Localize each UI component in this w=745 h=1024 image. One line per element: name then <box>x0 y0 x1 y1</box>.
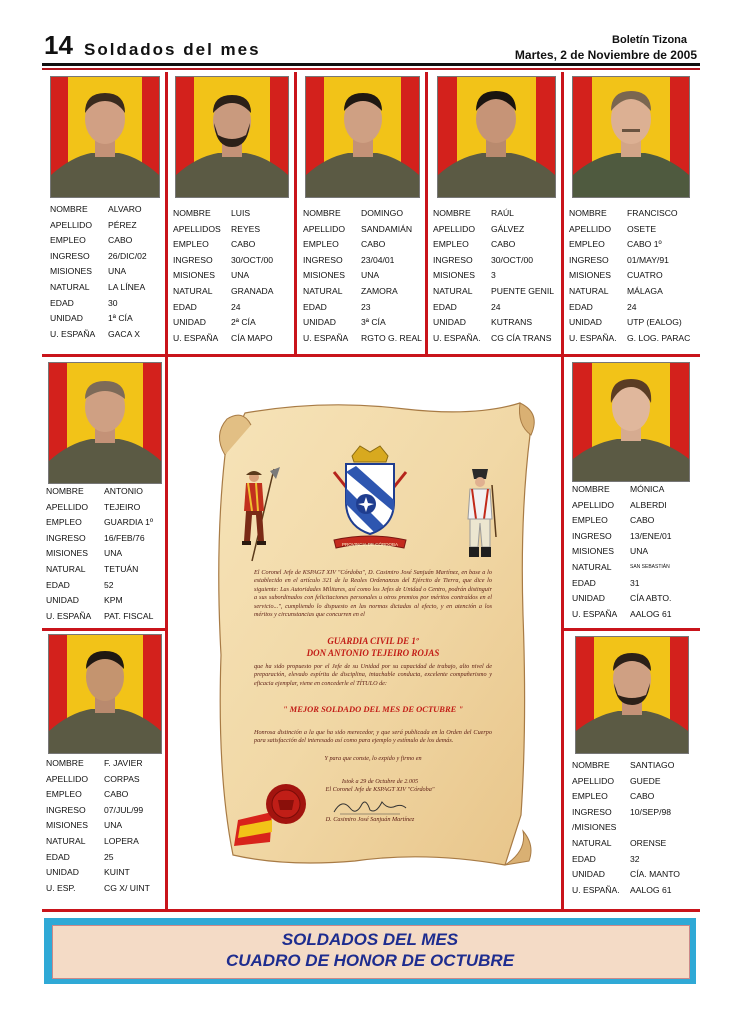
certificate-signer-title: El Coronel Jefe de KSPAGT XIV "Córdoba" <box>325 786 435 793</box>
certificate-paragraph: Honrosa distinción a la que ha sido merecedor, y que será publicada en la Orden del Cuerpo para satisfacción del interesado así como para ejemplo y estímulo de los demás. <box>254 729 492 745</box>
field-label: U. ESP. <box>46 882 76 893</box>
field-value: REYES <box>231 223 261 234</box>
field-value: PAT. FISCAL <box>104 610 154 621</box>
soldier-info <box>433 206 554 346</box>
field-value: 23/04/01 <box>361 254 395 265</box>
field-value: SAN SEBASTIÁN <box>630 563 670 570</box>
certificate-paragraph: Y para que conste, lo expido y firmo en <box>324 755 422 762</box>
field-value: CABO <box>108 235 133 246</box>
field-label: UNIDAD <box>433 317 466 328</box>
field-label: EMPLEO <box>173 239 209 250</box>
page-number: 14 <box>44 30 73 60</box>
soldier-info <box>46 756 150 896</box>
field-label: MISIONES <box>50 266 93 277</box>
column-divider <box>561 357 564 909</box>
field-label: INGRESO <box>50 250 90 261</box>
certificate-award-title: " MEJOR SOLDADO DEL MES DE OCTUBRE " <box>282 704 464 714</box>
field-label: INGRESO <box>46 804 86 815</box>
field-label: NATURAL <box>46 835 86 846</box>
field-value: CABO 1º <box>627 239 662 250</box>
field-value: G. LOG. PARAC <box>627 332 691 343</box>
field-value: 01/MAY/91 <box>627 254 669 265</box>
field-value: 25 <box>104 851 114 862</box>
publication-name: Boletín Tizona <box>612 34 687 46</box>
field-label: NATURAL <box>433 285 473 296</box>
field-label: EMPLEO <box>572 515 608 526</box>
field-label: INGRESO <box>572 806 612 817</box>
field-label: EDAD <box>50 297 74 308</box>
field-label: APELLIDO <box>46 773 89 784</box>
field-value: 31 <box>630 577 640 588</box>
field-value: ALBERDI <box>630 499 667 510</box>
certificate-honoree-name: DON ANTONIO TEJEIRO ROJAS <box>306 648 440 658</box>
field-value: UNA <box>104 820 123 831</box>
field-label: UNIDAD <box>46 867 79 878</box>
soldier-info <box>572 482 672 622</box>
field-value: ORENSE <box>630 837 667 848</box>
row-divider <box>562 628 700 631</box>
field-label: U. ESPAÑA. <box>433 332 481 343</box>
field-value: KUTRANS <box>491 317 533 328</box>
field-value: 24 <box>231 301 241 312</box>
field-label: NOMBRE <box>173 208 211 218</box>
column-divider <box>561 72 564 354</box>
field-value: 24 <box>627 301 637 312</box>
field-label: APELLIDO <box>572 499 615 510</box>
field-label: NOMBRE <box>572 484 610 494</box>
row-divider <box>42 909 700 912</box>
field-value: UNA <box>361 270 380 281</box>
field-value: GRANADA <box>231 285 274 296</box>
soldier-photo <box>48 362 162 484</box>
soldier-photo <box>48 634 162 754</box>
field-label: EDAD <box>303 301 327 312</box>
field-value: TETUÁN <box>104 563 139 574</box>
field-value: UNA <box>231 270 250 281</box>
field-label: INGRESO <box>46 532 86 543</box>
soldier-photo <box>175 76 289 198</box>
soldier-photo <box>575 636 689 754</box>
banner-title: SOLDADOS DEL MES <box>281 930 459 949</box>
field-value: 07/JUL/99 <box>104 804 144 815</box>
soldier-info <box>173 206 274 346</box>
field-value: CÍA. MANTO <box>630 869 680 880</box>
field-value: 30 <box>108 297 118 308</box>
field-label: UNIDAD <box>173 317 206 328</box>
field-value: LA LÍNEA <box>108 281 146 292</box>
field-value: ANTONIO <box>104 486 143 496</box>
field-label: APELLIDOS <box>173 223 221 234</box>
field-label: MISIONES <box>46 820 89 831</box>
field-value: PUENTE GENIL <box>491 285 555 296</box>
field-value: UNA <box>104 548 123 559</box>
section-title: Soldados del mes <box>84 40 261 59</box>
field-value: UTP (EALOG) <box>627 317 682 328</box>
field-value: SANTIAGO <box>630 760 675 770</box>
field-label: U. ESPAÑA. <box>569 332 617 343</box>
field-label: INGRESO <box>303 254 343 265</box>
field-label: EDAD <box>433 301 457 312</box>
field-label: EMPLEO <box>303 239 339 250</box>
field-value: 3 <box>491 270 496 281</box>
field-label: APELLIDO <box>572 775 615 786</box>
field-label: U. ESPAÑA <box>173 332 219 343</box>
field-value: 2ª CÍA <box>231 317 256 328</box>
field-value: GUEDE <box>630 775 661 786</box>
field-value: 26/DIC/02 <box>108 250 147 261</box>
field-label: MISIONES <box>173 270 216 281</box>
field-label: MISIONES <box>569 270 612 281</box>
soldier-info <box>572 758 680 898</box>
field-label: EDAD <box>572 577 596 588</box>
field-label: MISIONES <box>303 270 346 281</box>
field-label: NATURAL <box>173 285 213 296</box>
soldier-photo <box>305 76 420 198</box>
field-value: KUINT <box>104 867 130 878</box>
field-value: SANDAMIÁN <box>361 223 413 234</box>
field-label: APELLIDO <box>303 223 346 234</box>
field-value: UNA <box>630 546 649 557</box>
field-value: CABO <box>491 239 516 250</box>
field-value: 30/OCT/00 <box>491 254 534 265</box>
field-label: INGRESO <box>569 254 609 265</box>
field-value: CUATRO <box>627 270 663 281</box>
field-label: MISIONES <box>46 548 89 559</box>
header-rule <box>42 63 700 66</box>
field-value: TEJEIRO <box>104 501 141 512</box>
soldier-figure <box>458 467 503 563</box>
field-value: RAÚL <box>491 208 514 218</box>
field-value: 32 <box>630 853 640 864</box>
field-value: MÓNICA <box>630 484 665 494</box>
field-label: INGRESO <box>173 254 213 265</box>
field-label: NOMBRE <box>46 486 84 496</box>
field-value: LOPERA <box>104 835 139 846</box>
field-label: NOMBRE <box>569 208 607 218</box>
field-label: EMPLEO <box>46 789 82 800</box>
field-label: U. ESPAÑA <box>50 328 96 339</box>
soldier-photo <box>572 362 690 482</box>
field-value: GACA X <box>108 328 140 339</box>
header-rule-red <box>42 68 700 70</box>
soldier-photo <box>50 76 160 198</box>
crest-ribbon: PROVINCIA DE CÓRDOBA <box>341 542 399 547</box>
field-value: AALOG 61 <box>630 884 672 895</box>
field-label: INGRESO <box>433 254 473 265</box>
field-value: LUIS <box>231 208 251 218</box>
field-label: NATURAL <box>569 285 609 296</box>
soldier-info <box>569 206 690 346</box>
field-value: 13/ENE/01 <box>630 530 672 541</box>
field-value: ZAMORA <box>361 285 398 296</box>
field-label: NATURAL <box>303 285 343 296</box>
coat-of-arms <box>330 442 410 557</box>
field-label: APELLIDO <box>433 223 476 234</box>
field-value: GUARDIA 1º <box>104 517 153 528</box>
field-value: 16/FEB/76 <box>104 532 145 543</box>
field-value: 24 <box>491 301 501 312</box>
field-value: CABO <box>630 515 655 526</box>
field-value: 1ª CÍA <box>108 313 133 324</box>
field-value: AALOG 61 <box>630 608 672 619</box>
field-label: EMPLEO <box>46 517 82 528</box>
field-label: UNIDAD <box>50 313 83 324</box>
field-label: NATURAL <box>572 837 612 848</box>
field-value: CABO <box>104 789 129 800</box>
field-label: UNIDAD <box>303 317 336 328</box>
signature <box>330 796 410 818</box>
column-divider <box>294 72 297 354</box>
field-value: CÍA ABTO. <box>630 593 672 604</box>
field-value: UNA <box>108 266 127 277</box>
certificate-rank: GUARDIA CIVIL DE 1º <box>327 636 419 646</box>
field-label: U. ESPAÑA <box>572 608 618 619</box>
field-value: DOMINGO <box>361 208 404 218</box>
field-label: EMPLEO <box>50 235 86 246</box>
soldier-info <box>46 484 153 624</box>
field-label: NATURAL <box>46 563 86 574</box>
field-value: CÍA MAPO <box>231 332 273 343</box>
certificate-place-date: Istok a 29 de Octubre de 2.005 <box>341 778 419 785</box>
field-label: INGRESO <box>572 530 612 541</box>
field-value: 23 <box>361 301 371 312</box>
field-label: UNIDAD <box>46 595 79 606</box>
field-label: EMPLEO <box>433 239 469 250</box>
certificate-paragraph: que ha sido propuesto por el Jefe de su Unidad por su capacidad de trabajo, alto nivel de preparación, elevado espíritu de disciplina, intachable conducta, excelente compañerismo y eficacia ejemplar, viene en concederle el TÍTULO de: <box>254 663 492 687</box>
field-label: UNIDAD <box>569 317 602 328</box>
soldier-photo <box>572 76 690 198</box>
field-label: NATURAL <box>50 281 90 292</box>
banner-subtitle: CUADRO DE HONOR DE OCTUBRE <box>225 951 515 970</box>
field-label: NOMBRE <box>46 758 84 768</box>
row-divider <box>42 354 700 357</box>
field-label: EDAD <box>46 579 70 590</box>
field-value: OSETE <box>627 223 657 234</box>
field-label: EDAD <box>173 301 197 312</box>
field-label: UNIDAD <box>572 869 605 880</box>
wax-seal <box>232 780 312 850</box>
field-value: FRANCISCO <box>627 208 678 218</box>
field-value: CABO <box>630 791 655 802</box>
field-label: NOMBRE <box>50 204 88 214</box>
field-label: UNIDAD <box>572 593 605 604</box>
field-value: CABO <box>361 239 386 250</box>
field-label: APELLIDO <box>50 219 93 230</box>
field-label: NATURAL <box>572 561 612 572</box>
field-value: MÁLAGA <box>627 285 663 296</box>
field-value: RGTO G. REAL <box>361 332 422 343</box>
field-label: NOMBRE <box>433 208 471 218</box>
field-label: APELLIDO <box>46 501 89 512</box>
soldier-photo <box>437 76 556 198</box>
column-divider <box>425 72 428 354</box>
field-value: F. JAVIER <box>104 758 143 768</box>
field-label: APELLIDO <box>569 223 612 234</box>
issue-date: Martes, 2 de Noviembre de 2005 <box>514 48 697 62</box>
field-label: EDAD <box>46 851 70 862</box>
field-value: CG CÍA TRANS <box>491 332 552 343</box>
field-label: EDAD <box>572 853 596 864</box>
certificate-signer-name: D. Casimiro José Sanjuán Martínez <box>325 816 415 823</box>
field-label: EMPLEO <box>572 791 608 802</box>
field-label: EDAD <box>569 301 593 312</box>
soldier-info <box>303 206 422 346</box>
field-label: NOMBRE <box>303 208 341 218</box>
field-value: CABO <box>231 239 256 250</box>
field-label: MISIONES <box>572 546 615 557</box>
field-value: GÁLVEZ <box>491 223 525 234</box>
field-label: EMPLEO <box>569 239 605 250</box>
field-value: CORPAS <box>104 773 140 784</box>
halberdier-figure <box>230 465 282 565</box>
field-value: 3ª CÍA <box>361 317 386 328</box>
field-value: 52 <box>104 579 114 590</box>
field-label: U. ESPAÑA <box>46 610 92 621</box>
column-divider <box>165 72 168 354</box>
row-divider <box>42 628 166 631</box>
field-label: /MISIONES <box>572 822 617 833</box>
soldier-info <box>50 202 147 342</box>
certificate-paragraph: El Coronel Jefe de KSPAGT XIV "Córdoba", D. Casimiro José Sanjuán Martínez, en base a lo establecido en el artículo 321 de la Reales Ordenanzas del Ejército de Tierra, que dice lo siguiente: Las Autoridades Militares, así como los Jefes de Unidad o Centro, podrán distinguir a sus subordinados con felicitaciones personales u otros premios por méritos contraídos en el servicio...", cumpliendo lo dispuesto en las normas dictadas al efecto, y en atención a los méritos y circunstancias que concurren en el <box>254 569 492 619</box>
field-label: U. ESPAÑA <box>303 332 349 343</box>
field-label: U. ESPAÑA. <box>572 884 620 895</box>
field-value: ALVARO <box>108 204 142 214</box>
column-divider <box>165 357 168 909</box>
field-value: KPM <box>104 595 123 606</box>
field-label: MISIONES <box>433 270 476 281</box>
field-value: CG X/ UINT <box>104 882 150 893</box>
field-value: PÉREZ <box>108 219 137 230</box>
field-value: 30/OCT/00 <box>231 254 274 265</box>
field-label: NOMBRE <box>572 760 610 770</box>
field-value: 10/SEP/98 <box>630 806 672 817</box>
